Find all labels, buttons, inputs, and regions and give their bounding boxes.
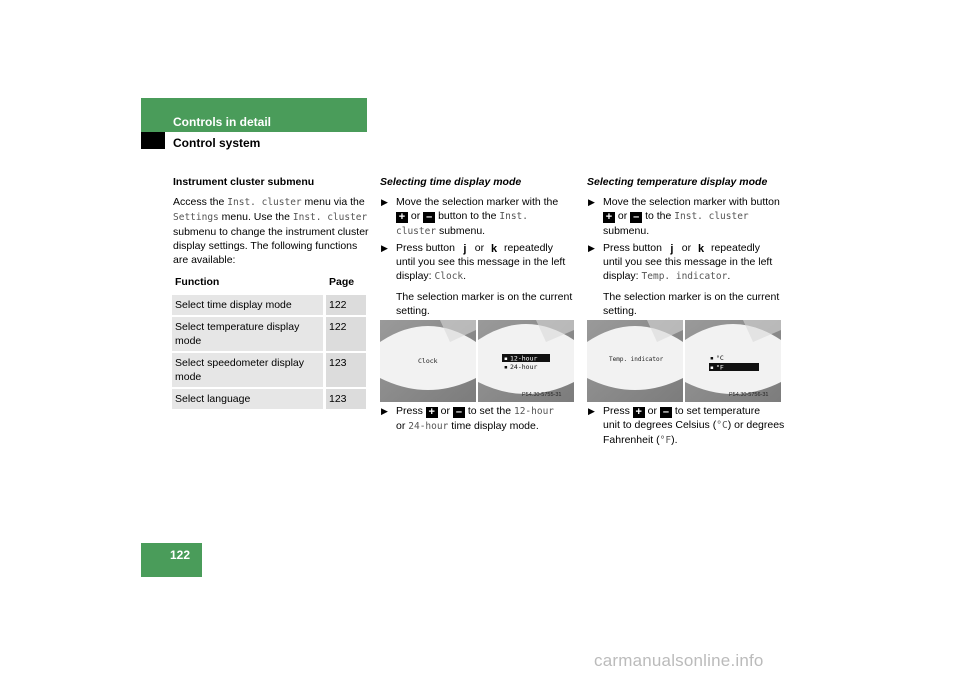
table-cell-page: 123 (325, 352, 367, 388)
display-photo-clock (380, 320, 476, 402)
bullet-arrow-icon: ▶ (381, 243, 388, 253)
col2-step-1: Move the selection marker with the + or – button to the Inst. cluster submenu. (396, 196, 559, 237)
next-button-icon: j (463, 243, 467, 255)
header-marker (141, 132, 165, 149)
bullet-arrow-icon: ▶ (381, 406, 388, 416)
minus-button-icon: – (423, 212, 435, 223)
table-cell-page: 122 (325, 316, 367, 352)
col3-step-1: Move the selection marker with button + or – to the Inst. cluster submenu. (603, 196, 780, 237)
table-cell-function: Select time display mode (172, 294, 325, 316)
watermark: carmanualsonline.info (594, 651, 764, 670)
bullet-arrow-icon: ▶ (588, 197, 595, 207)
display-photo-time-options (478, 320, 574, 402)
svg-text:▪: ▪ (710, 354, 714, 362)
minus-button-icon: – (630, 212, 642, 223)
photo-option-12-hour: 12-hour (510, 354, 538, 363)
svg-text:▪: ▪ (504, 363, 508, 371)
minus-button-icon: – (660, 407, 672, 418)
table-row (172, 352, 366, 388)
col3-heading: Selecting temperature display mode (587, 176, 768, 188)
section-subtitle: Control system (173, 136, 261, 150)
plus-button-icon: + (396, 212, 408, 223)
table-header-function: Function (172, 272, 325, 294)
table-cell-page: 123 (325, 388, 367, 409)
section-title: Controls in detail (173, 115, 272, 129)
next-button-icon: j (670, 243, 674, 255)
table-header-page: Page (325, 272, 367, 294)
col3-step-3: Press + or – to set temperature unit to degrees Celsius (°C) or degrees Fahrenheit (°F). (603, 405, 785, 446)
table-cell-page: 122 (325, 294, 367, 316)
col1-paragraph: Access the Inst. cluster menu via the Settings menu. Use the Inst. cluster submenu to change the instrument cluster display settings. The following functions are available: (173, 196, 369, 266)
col2-step-3: Press + or – to set the 12-hour or 24-hour time display mode. (396, 405, 555, 432)
prev-button-icon: k (490, 243, 498, 255)
table-row (172, 388, 366, 409)
display-photo-temp-options (685, 320, 781, 402)
photo-caption: P54.30-5756-31 (729, 392, 769, 398)
bullet-arrow-icon: ▶ (588, 243, 595, 253)
plus-button-icon: + (603, 212, 615, 223)
table-cell-function: Select speedometer display mode (172, 352, 325, 388)
photo-display-text: Clock (418, 357, 438, 365)
photo-option-24-hour: 24-hour (510, 363, 538, 371)
display-photo-temp-indicator (587, 320, 683, 402)
table-row (172, 294, 366, 316)
plus-button-icon: + (633, 407, 645, 418)
col3-step-2: Press button j or k repeatedly until you see this message in the left display: Temp. indicator. The selection marker is on the current setting. (603, 242, 780, 317)
bullet-arrow-icon: ▶ (381, 197, 388, 207)
function-table (172, 272, 366, 409)
plus-button-icon: + (426, 407, 438, 418)
page-number: 122 (170, 548, 191, 562)
table-header-row (172, 272, 366, 294)
photo-display-text: Temp. indicator (609, 356, 664, 363)
col1-heading: Instrument cluster submenu (173, 176, 315, 188)
bullet-arrow-icon: ▶ (588, 406, 595, 416)
table-cell-function: Select temperature display mode (172, 316, 325, 352)
photo-option-fahrenheit: °F (716, 363, 724, 372)
prev-button-icon: k (697, 243, 705, 255)
photo-caption: P54.30-5755-31 (522, 392, 562, 398)
table-row (172, 316, 366, 352)
svg-text:▪: ▪ (504, 354, 508, 363)
col2-heading: Selecting time display mode (380, 176, 522, 188)
svg-text:▪: ▪ (710, 363, 714, 372)
col2-step-2: Press button j or k repeatedly until you see this message in the left display: Clock. The selection marker is on the current setting. (396, 242, 573, 317)
table-cell-function: Select language (172, 388, 325, 409)
minus-button-icon: – (453, 407, 465, 418)
photo-option-celsius: °C (716, 354, 724, 362)
